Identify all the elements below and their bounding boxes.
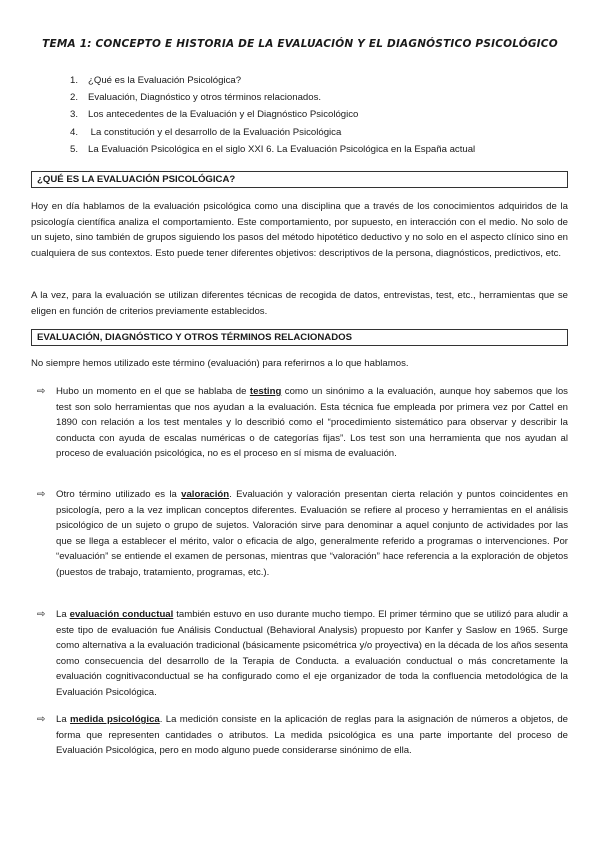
arrow-icon: ⇨ <box>37 386 46 397</box>
toc-item <box>70 124 550 141</box>
section-heading-terminos: EVALUACIÓN, DIAGNÓSTICO Y OTROS TÉRMINOS RELACIONADOS <box>31 329 568 346</box>
toc-text: La constitución y el desarrollo de la Evaluación Psicológica <box>88 126 342 138</box>
toc-number: 4. <box>70 126 79 138</box>
bullet-text: La evaluación conductual también estuvo en uso durante mucho tiempo. El primer término que se utilizó para aludir a este tipo de evaluación fue Análisis Conductual (Behavioral Analysis) propuesto por Kanfer y Saslow en 1965. Surge como alternativa a la evaluación tradicional (básicamente psicométrica y/o proyectiva) en la década de los años sesenta como consecuencia del desarrollo de la Terapia de Conducta. a evaluación conductual o más concretamente la evaluación cognitivaconductual se ha configurado como el eje organizador de toda la confluencia metodológica de la Evaluación Psicológica. <box>56 609 568 698</box>
table-of-contents <box>70 72 550 158</box>
bullet-evaluacion-conductual <box>31 607 568 701</box>
term-testing: testing <box>249 386 282 397</box>
toc-item <box>70 106 550 123</box>
bullet-text: Hubo un momento en el que se hablaba de testing como un sinónimo a la evaluación, aunque hoy sabemos que los test son solo herramientas que nos ayudan a la evaluación. Esta técnica fue empleada por primera vez por Cattel en 1890 con relación a los test mentales y lo describió como el “procedimiento sistemático para observar y describir la conducta con ayuda de escalas numéricas o de categorías fijas”. Los test son una herramienta que nos ayudan al proceso de evaluación psicológica, no es el proceso en sí misma de evaluación. <box>56 386 568 460</box>
section-heading-evaluacion: ¿QUÉ ES LA EVALUACIÓN PSICOLÓGICA? <box>31 171 568 188</box>
term-evaluacion-conductual: evaluación conductual <box>69 609 174 620</box>
page-title: TEMA 1: CONCEPTO E HISTORIA DE LA EVALUACIÓN Y EL DIAGNÓSTICO PSICOLÓGICO <box>42 38 558 50</box>
toc-item <box>70 72 550 89</box>
toc-text: Los antecedentes de la Evaluación y el Diagnóstico Psicológico <box>88 109 359 121</box>
toc-number: 5. <box>70 143 79 155</box>
toc-text: Evaluación, Diagnóstico y otros términos relacionados. <box>88 92 322 104</box>
toc-text: ¿Qué es la Evaluación Psicológica? <box>88 75 242 86</box>
arrow-icon: ⇨ <box>37 489 46 500</box>
bullet-text: Otro término utilizado es la valoración. Evaluación y valoración presentan cierta relación y puntos coincidentes en psicología, pero a la vez implican conceptos diferentes. Evaluación se refiere al proceso y herramientas en el análisis psicológico de un sujeto o grupo de sujetos. Valoración sirve para denominar a aquel conjunto de actividades por las que se llega a establecer el mérito, valor o eficacia de algo, generalmente referido a programas o intervenciones. Por “evaluación” se entiende el examen de personas, mientras que “valoración” hace referencia a la exploración de objetos (puestos de trabajo, tratamiento, programas, etc.). <box>56 489 568 578</box>
bullet-valoracion <box>31 487 568 581</box>
section1-paragraph-1: Hoy en día hablamos de la evaluación psicológica como una disciplina que a través de los conocimientos adquiridos de la psicología científica analiza el comportamiento. Este comportamiento, por supuesto, en interacción con el medio. No solo de un sujeto, sino también de grupos siguiendo los pasos del método hipotético deductivo y no solo en el aspecto clínico sino en cualquiera de sus contextos. Esto puede tener diferentes objetivos: descriptivos de la persona, diagnósticos, predictivos, etc. <box>31 201 568 259</box>
term-valoracion: valoración <box>181 489 230 500</box>
toc-number: 1. <box>70 75 79 86</box>
section2-intro: No siempre hemos utilizado este término (evaluación) para referirnos a lo que hablamos. <box>31 358 409 369</box>
toc-text: La Evaluación Psicológica en el siglo XXI 6. La Evaluación Psicológica en la España actual <box>88 143 476 155</box>
bullet-testing <box>31 384 568 462</box>
term-medida-psicologica: medida psicológica <box>70 714 160 725</box>
section1-paragraph-2: A la vez, para la evaluación se utilizan diferentes técnicas de recogida de datos, entrevistas, test, etc., herramientas que se eligen en función de criterios previamente establecidos. <box>31 290 568 317</box>
toc-item <box>70 141 550 158</box>
arrow-icon: ⇨ <box>37 714 46 725</box>
bullet-medida-psicologica <box>31 712 568 759</box>
toc-item <box>70 89 550 106</box>
toc-number: 3. <box>70 109 79 121</box>
arrow-icon: ⇨ <box>37 609 46 620</box>
toc-number: 2. <box>70 92 79 104</box>
bullet-text: La medida psicológica. La medición consiste en la aplicación de reglas para la asignación de números a objetos, de forma que representen cantidades o atributos. La medida psicológica es una parte importante del proceso de Evaluación Psicológica, pero en modo alguno puede considerarse sinónimo de ella. <box>56 714 568 757</box>
